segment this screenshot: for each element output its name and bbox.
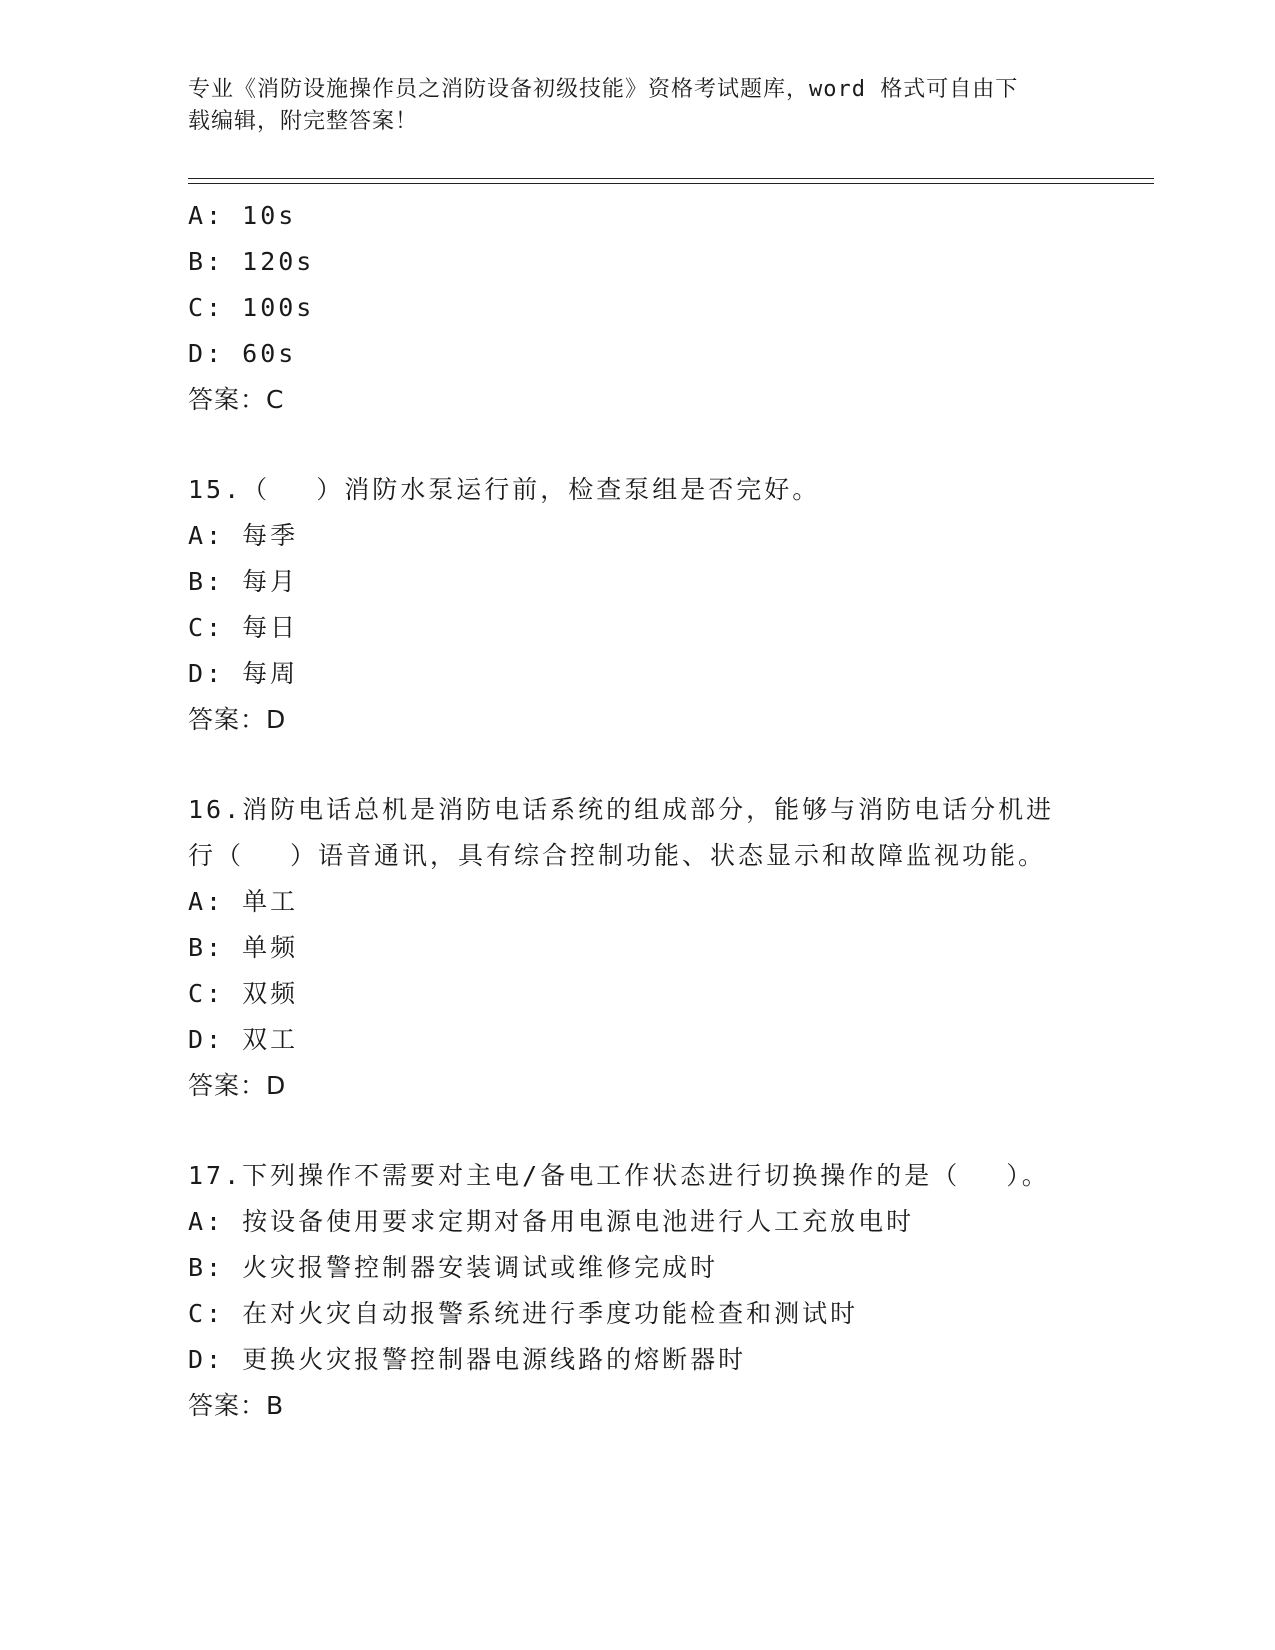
option-a: A: 单工 <box>188 887 299 916</box>
option-d: D: 更换火灾报警控制器电源线路的熔断器时 <box>188 1345 747 1374</box>
question-spacer <box>188 1109 1168 1153</box>
answer-line: 答案：D <box>188 1071 287 1100</box>
option-b: B: 每月 <box>188 567 299 596</box>
question-list <box>188 193 1168 1429</box>
option-b: B: 火灾报警控制器安装调试或维修完成时 <box>188 1253 719 1282</box>
header-line-1: 专业《消防设施操作员之消防设备初级技能》资格考试题库，word 格式可自由下 <box>188 77 1019 102</box>
header-divider-bottom <box>188 183 1154 184</box>
option-a: A: 10s <box>188 201 297 230</box>
option-b: B: 120s <box>188 247 315 276</box>
answer-line: 答案：B <box>188 1391 285 1420</box>
question-text-line-2: 行（ ）语音通讯，具有综合控制功能、状态显示和故障监视功能。 <box>188 841 1047 870</box>
header-divider-top <box>188 178 1154 179</box>
option-c: C: 100s <box>188 293 315 322</box>
option-b: B: 单频 <box>188 933 299 962</box>
answer-line: 答案：D <box>188 705 287 734</box>
option-c: C: 双频 <box>188 979 299 1008</box>
question-17 <box>188 1153 1168 1429</box>
option-a: A: 每季 <box>188 521 299 550</box>
option-d: D: 60s <box>188 339 297 368</box>
document-header <box>188 74 1078 138</box>
answer-line: 答案：C <box>188 385 285 414</box>
question-15 <box>188 467 1168 743</box>
option-c: C: 在对火灾自动报警系统进行季度功能检查和测试时 <box>188 1299 859 1328</box>
question-text: 15.（ ）消防水泵运行前，检查泵组是否完好。 <box>188 475 821 504</box>
question-spacer <box>188 743 1168 787</box>
option-d: D: 每周 <box>188 659 299 688</box>
question-text: 17.下列操作不需要对主电/备电工作状态进行切换操作的是（ ）。 <box>188 1161 1050 1190</box>
option-c: C: 每日 <box>188 613 299 642</box>
option-a: A: 按设备使用要求定期对备用电源电池进行人工充放电时 <box>188 1207 915 1236</box>
question-16 <box>188 787 1168 1109</box>
option-d: D: 双工 <box>188 1025 299 1054</box>
question-spacer <box>188 423 1168 467</box>
header-line-2: 载编辑，附完整答案！ <box>188 109 419 134</box>
question-14 <box>188 193 1168 423</box>
question-text-line-1: 16.消防电话总机是消防电话系统的组成部分，能够与消防电话分机进 <box>188 795 1055 824</box>
